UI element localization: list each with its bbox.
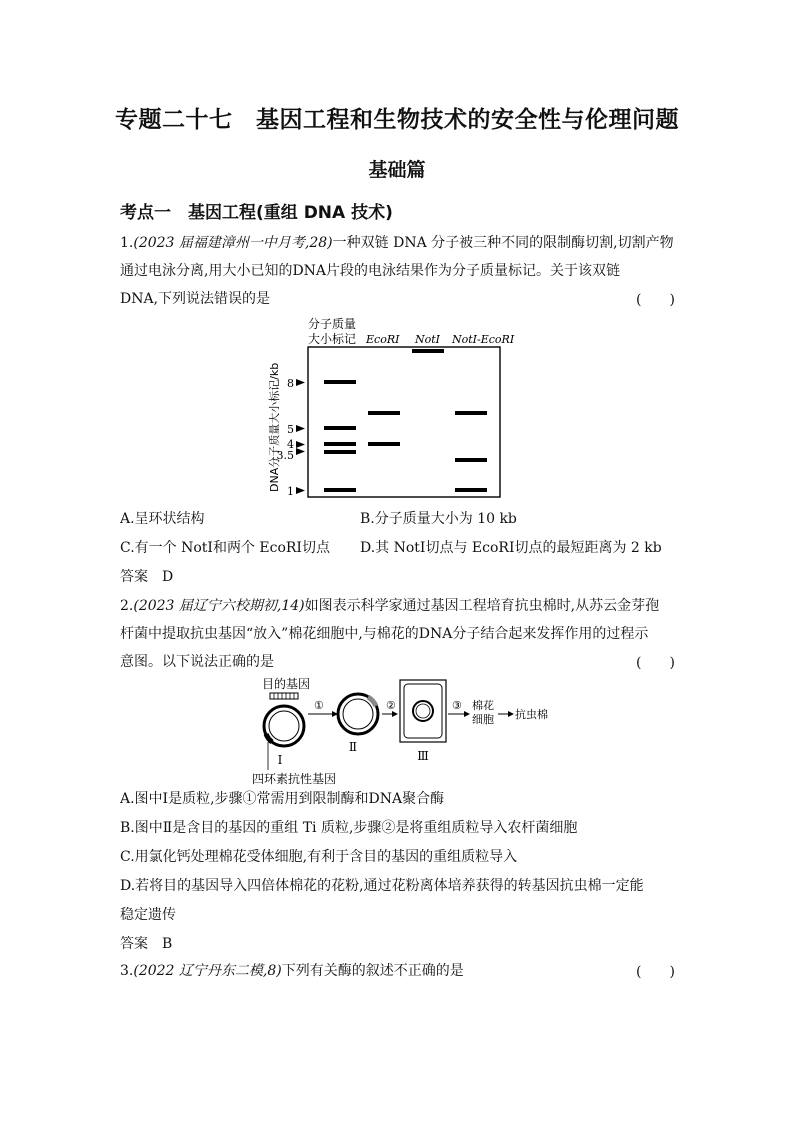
q2-source: (2023 届辽宁六校期初,14) — [133, 598, 305, 614]
target-gene-label: 目的基因 — [262, 677, 311, 691]
band-marker-8 — [324, 380, 356, 384]
page-subtitle: 基础篇 — [368, 159, 426, 181]
result-label: 抗虫棉 — [515, 708, 548, 721]
q2-answer-blank: ( ) — [636, 655, 675, 671]
tick-arrow-5 — [296, 425, 305, 432]
q1-option-a: A.呈环状结构 — [120, 511, 205, 527]
band-ecor-4 — [368, 442, 400, 446]
label-III: Ⅲ — [417, 749, 429, 763]
gel-header-marker-1: 分子质量 — [308, 317, 357, 331]
band-both-6 — [455, 411, 487, 415]
band-both-3 — [455, 458, 487, 462]
q1-line1: 1.(2023 届福建漳州一中月考,28)一种双链 DNA 分子被三种不同的限制酶切割,切割产物 — [120, 235, 674, 251]
band-both-1 — [455, 488, 487, 492]
band-ecor-6 — [368, 411, 400, 415]
cotton-cell-label-2: 细胞 — [472, 713, 494, 726]
label-II: Ⅱ — [348, 740, 358, 754]
q2-line3: 意图。以下说法正确的是 — [120, 654, 274, 670]
q2-option-c: C.用氯化钙处理棉花受体细胞,有利于含目的基因的重组质粒导入 — [120, 849, 518, 865]
tick-label-3-5: 3.5 — [276, 449, 294, 462]
gel-header-not: NotⅠ — [415, 333, 441, 346]
cotton-cell-label-1: 棉花 — [472, 699, 494, 712]
q1-answer: 答案 D — [120, 569, 174, 585]
gel-electrophoresis-figure — [262, 312, 542, 504]
step-3-arrow — [464, 711, 470, 717]
q1-line3: DNA,下列说法错误的是 — [120, 291, 271, 307]
band-marker-3-5 — [324, 450, 356, 454]
step-2-label: ② — [386, 699, 396, 712]
gel-header-ecor: EcoRⅠ — [366, 333, 400, 346]
section-heading: 考点一 基因工程(重组 DNA 技术) — [120, 203, 393, 223]
q1-option-c: C.有一个 NotⅠ和两个 EcoRⅠ切点 — [120, 540, 330, 556]
band-marker-4 — [324, 442, 356, 446]
q1-option-d: D.其 NotⅠ切点与 EcoRⅠ切点的最短距离为 2 kb — [360, 540, 662, 556]
tick-arrow-1 — [296, 487, 305, 494]
label-I: Ⅰ — [277, 753, 283, 767]
tick-label-4: 4 — [287, 438, 294, 451]
q3-source: (2022 辽宁丹东二模,8) — [133, 963, 282, 979]
result-arrow — [508, 711, 514, 717]
tick-label-5: 5 — [287, 423, 294, 436]
step-1-label: ① — [314, 699, 324, 712]
q2-line1: 2.(2023 届辽宁六校期初,14)如图表示科学家通过基因工程培育抗虫棉时,从苏云金芽孢 — [120, 598, 660, 614]
band-marker-1 — [324, 488, 356, 492]
resistance-gene-label: 四环素抗性基因 — [252, 772, 337, 786]
q1-source: (2023 届福建漳州一中月考,28) — [133, 235, 333, 251]
bacterium-cell — [400, 680, 446, 742]
q2-option-a: A.图中Ⅰ是质粒,步骤①常需用到限制酶和DNA聚合酶 — [120, 791, 445, 807]
step-3-label: ③ — [452, 699, 462, 712]
q1-option-b: B.分子质量大小为 10 kb — [360, 511, 517, 527]
q2-option-b: B.图中Ⅱ是含目的基因的重组 Ti 质粒,步骤②是将重组质粒导入农杆菌细胞 — [120, 820, 578, 836]
tick-label-8: 8 — [287, 377, 294, 390]
tick-label-1: 1 — [287, 485, 294, 498]
tick-arrow-8 — [296, 379, 305, 386]
gel-header-marker-2: 大小标记 — [308, 332, 357, 346]
page-title: 专题二十七 基因工程和生物技术的安全性与伦理问题 — [115, 107, 679, 133]
gel-ylabel: DNA分子质量大小标记/kb — [268, 362, 281, 492]
resistance-gene-mark — [266, 734, 272, 742]
q2-option-d-line1: D.若将目的基因导入四倍体棉花的花粉,通过花粉离体培养获得的转基因抗虫棉一定能 — [120, 878, 644, 894]
q2-option-d-line2: 稳定遗传 — [120, 907, 176, 923]
q1-line2: 通过电泳分离,用大小已知的DNA片段的电泳结果作为分子质量标记。关于该双链 — [120, 263, 621, 279]
q1-answer-blank: ( ) — [636, 292, 675, 308]
band-not-10 — [412, 349, 444, 353]
q2-answer: 答案 B — [120, 936, 173, 952]
tick-arrow-4 — [296, 441, 305, 448]
transgenic-process-diagram — [246, 674, 560, 786]
q3-answer-blank: ( ) — [636, 964, 675, 980]
tick-arrow-3-5 — [296, 448, 305, 455]
q2-line2: 杆菌中提取抗虫基因“放入”棉花细胞中,与棉花的DNA分子结合起来发挥作用的过程示 — [120, 626, 649, 642]
gel-frame — [308, 347, 500, 497]
q3-line1: 3.(2022 辽宁丹东二模,8)下列有关酶的叙述不正确的是 — [120, 963, 464, 979]
gel-header-both: NotⅠ-EcoRⅠ — [452, 333, 515, 346]
band-marker-5 — [324, 426, 356, 430]
